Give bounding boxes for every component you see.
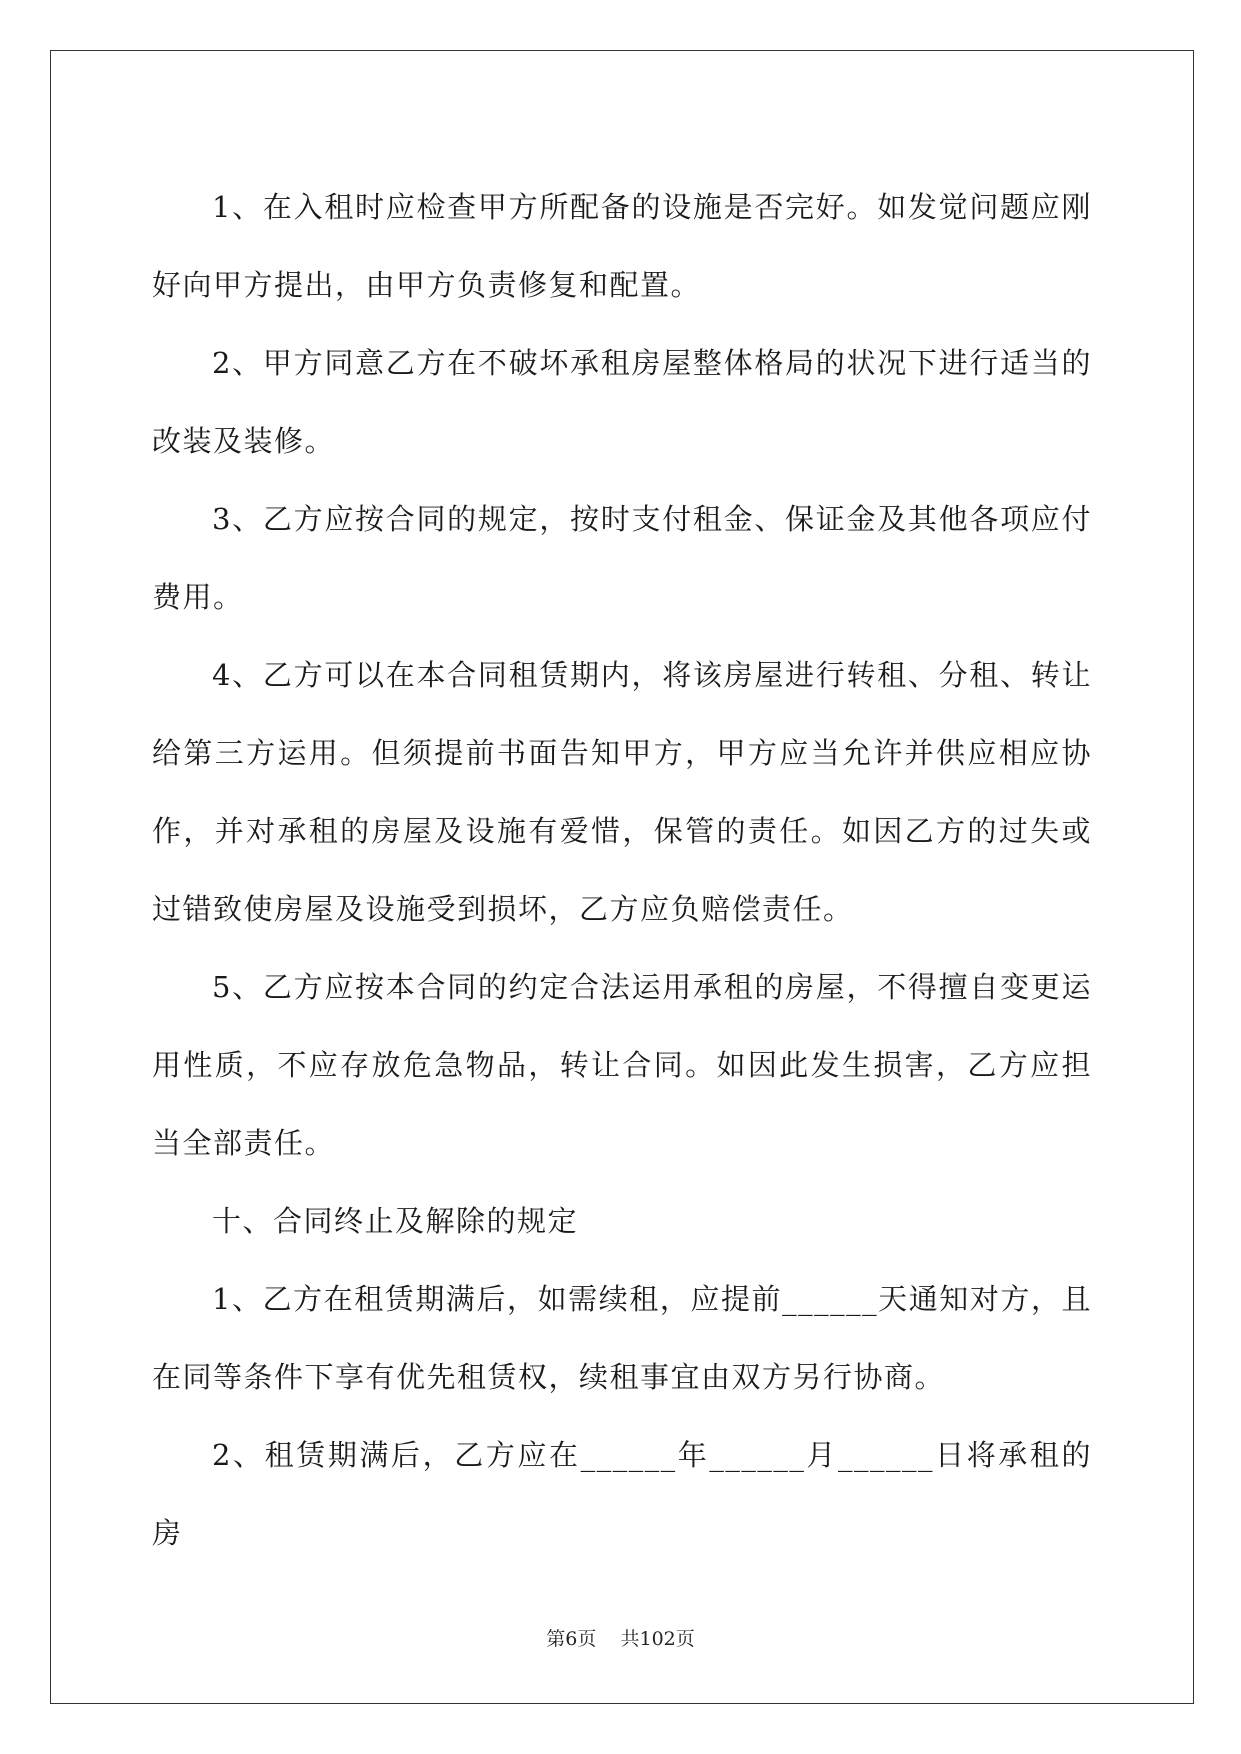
paragraph-3: 3、乙方应按合同的规定，按时支付租金、保证金及其他各项应付费用。 [152,502,1092,614]
paragraph-6: 1、乙方在租赁期满后，如需续租，应提前______天通知对方，且在同等条件下享有优先租赁权，续租事宜由双方另行协商。 [152,1282,1092,1394]
paragraph-5: 5、乙方应按本合同的约定合法运用承租的房屋，不得擅自变更运用性质，不应存放危急物品，转让合同。如因此发生损害，乙方应担当全部责任。 [152,970,1092,1160]
document-body [152,168,1092,1572]
paragraph-4: 4、乙方可以在本合同租赁期内，将该房屋进行转租、分租、转让给第三方运用。但须提前书面告知甲方，甲方应当允许并供应相应协作，并对承租的房屋及设施有爱惜，保管的责任。如因乙方的过失或过错致使房屋及设施受到损坏，乙方应负赔偿责任。 [152,658,1092,926]
paragraph-2: 2、甲方同意乙方在不破坏承租房屋整体格局的状况下进行适当的改装及装修。 [152,346,1092,458]
section-heading: 十、合同终止及解除的规定 [212,1204,579,1238]
page-number: 第6页 [546,1628,597,1650]
page-footer [0,1624,1241,1651]
paragraph-1: 1、在入租时应检查甲方所配备的设施是否完好。如发觉问题应刚好向甲方提出，由甲方负责修复和配置。 [152,190,1092,302]
paragraph-7: 2、租赁期满后，乙方应在______年______月______日将承租的房 [152,1438,1092,1550]
total-pages: 共102页 [620,1628,695,1650]
